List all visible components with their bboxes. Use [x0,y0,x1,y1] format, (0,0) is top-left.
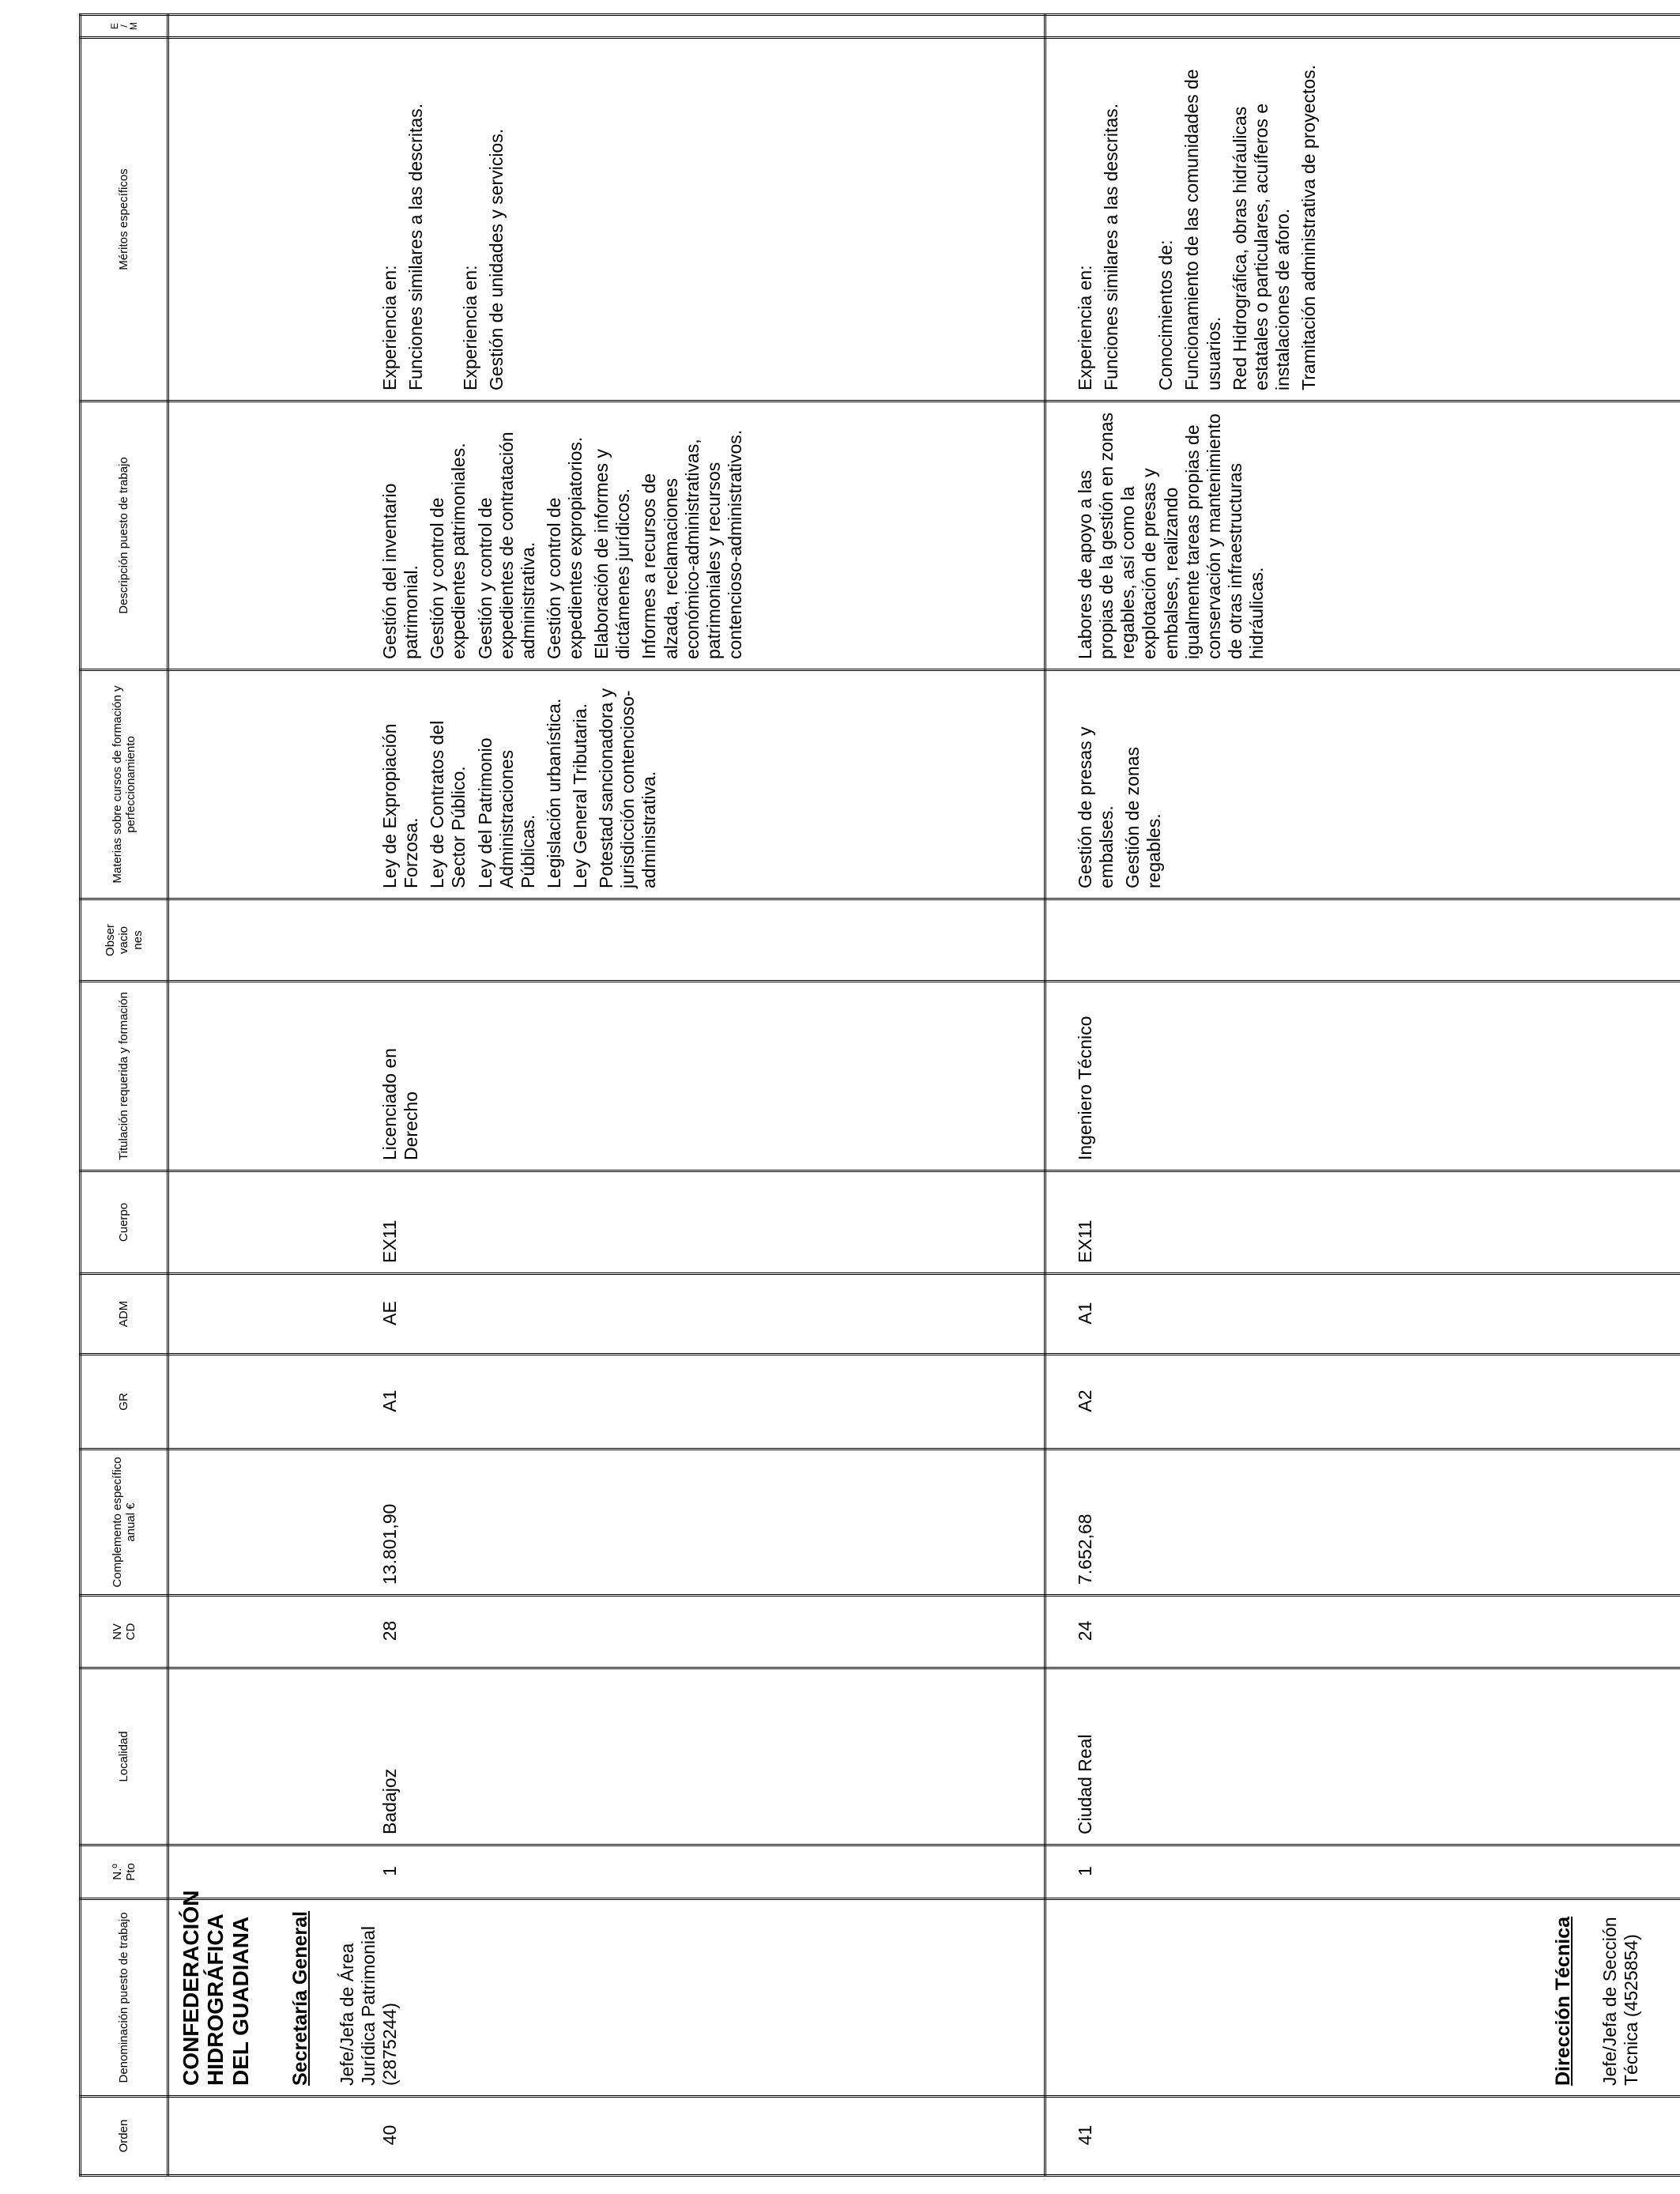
adm-cell-text: A1 [1075,1302,1095,1325]
gr-cell-text: A2 [1075,1389,1095,1412]
merito-heading: Experiencia en: [379,265,400,390]
materia-item: Potestad sancionadora y jurisdicción contencioso-administrativa. [596,688,660,888]
cuerpo-cell-text: EX11 [379,1220,400,1263]
descripcion-item: Gestión y control de expedientes patrimoniales. [427,443,469,659]
descripcion-item: Gestión y control de expedientes expropiatorios. [543,436,586,659]
materia-item: Ley General Tributaria. [570,703,590,888]
merito-heading: Conocimientos de: [1155,239,1177,390]
npto-cell-text: 1 [1075,1866,1095,1876]
descripcion-item: Elaboración de informes y dictámenes jurídicos. [591,449,634,659]
header-npto: N.º Pto [81,1845,168,1899]
adm-cell [168,1274,1045,1355]
materias-cell [1045,670,1680,899]
materia-item: Ley de Expropiación Forzosa. [379,723,422,888]
localidad-cell-text: Ciudad Real [1075,1734,1095,1834]
merito-item: Gestión de unidades y servicios. [486,128,507,390]
header-materias: Materias sobre cursos de formación y perfeccionamiento [81,670,168,899]
header-adm: ADM [81,1274,168,1355]
header-em: E / M [81,15,168,38]
titulacion-cell-text: Ingeniero Técnico [1075,1016,1095,1160]
header-complemento: Complemento específico anual € [81,1449,168,1596]
observaciones-cell [1045,899,1680,982]
position-name: Jefe/Jefa de Sección Técnica (4525854) [1599,1917,1641,2086]
complemento-cell-text: 13.801,90 [379,1503,400,1585]
localidad-cell [1045,1668,1680,1845]
descripcion-cell [168,401,1045,670]
header-cuerpo: Cuerpo [81,1171,168,1274]
header-descripcion: Descripción puesto de trabajo [81,401,168,670]
merito-heading: Experiencia en: [1075,265,1095,390]
descripcion-item: Informes a recursos de alzada, reclamaciones económico-administrativas, patrimoniales y recursos contencioso-administrativos. [638,429,745,659]
materia-item: Legislación urbanística. [543,698,564,888]
merito-item: Funciones similares a las descritas. [1101,103,1122,390]
orden-cell-text: 41 [1075,2124,1095,2146]
materia-item: Gestión de presas y embalses. [1075,726,1117,888]
materias-cell [168,670,1045,899]
header-meritos: Méritos específicos [81,38,168,401]
descripcion-item: Labores de apoyo a las propias de la gestión en zonas regables, así como la explotación de presas y embalses, realizando igualmente tareas propias de conservación y mantenimiento de otras infraestructuras hidráulicas. [1075,413,1267,659]
table-row [1045,15,1680,2176]
header-titulacion: Titulación requerida y formación [81,982,168,1171]
cuerpo-cell [1045,1171,1680,1274]
materia-item: Ley del Patrimonio Administraciones Públicas. [474,737,538,888]
em-cell [1045,15,1680,38]
position-name: Jefe/Jefa de Área Jurídica Patrimonial (2875244) [336,1926,400,2086]
meritos-cell [1045,38,1680,401]
meritos-cell [168,38,1045,401]
gr-cell [1045,1355,1680,1449]
orden-cell [168,2097,1045,2176]
orden-cell [1045,2097,1680,2176]
em-cell [168,15,1045,38]
denominacion-cell [168,1890,1045,2097]
observaciones-cell [168,899,1045,982]
header-localidad: Localidad [81,1668,168,1845]
gr-cell-text: A1 [379,1389,400,1412]
titulacion-cell-text: Licenciado en Derecho [379,1048,422,1160]
header-denominacion: Denominación puesto de trabajo [81,1899,168,2097]
adm-cell-text: AE [379,1301,400,1325]
complemento-cell-text: 7.652,68 [1075,1514,1095,1585]
merito-item: Red Hidrográfica, obras hidráulicas estatales o particulares, acuíferos e instalaciones de aforo. [1229,103,1293,390]
header-row [81,15,168,2176]
complemento-cell [168,1449,1045,1596]
table-row [168,15,1045,2176]
materia-item: Ley de Contratos del Sector Público. [427,720,469,888]
orden-cell-text: 40 [379,2124,400,2146]
observaciones-cell-text [1046,900,1075,980]
localidad-cell [168,1668,1045,1845]
npto-cell-text: 1 [379,1866,400,1876]
merito-item: Tramitación administrativa de proyectos. [1298,64,1319,390]
header-gr: GR [81,1355,168,1449]
nvcd-cell-text: 24 [1075,1620,1095,1642]
nvcd-cell [168,1596,1045,1668]
descripcion-cell [1045,401,1680,670]
observaciones-cell-text [169,900,379,980]
organization-title: CONFEDERACIÓN HIDROGRÁFICA DEL GUADIANA [179,1890,253,2086]
header-orden: Orden [81,2097,168,2176]
merito-item: Funcionamiento de las comunidades de usuarios. [1181,69,1224,390]
titulacion-cell [1045,982,1680,1171]
adm-cell [1045,1274,1680,1355]
titulacion-cell [168,982,1045,1171]
materia-item: Gestión de zonas regables. [1122,746,1165,888]
cuerpo-cell [168,1171,1045,1274]
merito-heading: Experiencia en: [460,265,481,390]
gr-cell [168,1355,1045,1449]
npto-cell [168,1845,1045,1899]
section-title: Secretaría General [289,1911,312,2086]
denominacion-cell [1045,1899,1680,2097]
header-observaciones: Obser vacio nes [81,899,168,982]
header-nvcd: NV CD [81,1596,168,1668]
descripcion-item: Gestión del inventario patrimonial. [379,483,422,659]
nvcd-cell [1045,1596,1680,1668]
localidad-cell-text: Badajoz [379,1768,400,1834]
cuerpo-cell-text: EX11 [1075,1220,1095,1263]
nvcd-cell-text: 28 [379,1620,400,1642]
complemento-cell [1045,1449,1680,1596]
section-title: Dirección Técnica [1552,1917,1574,2086]
descripcion-item: Gestión y control de expedientes de contratación administrativa. [474,432,538,659]
merito-item: Funciones similares a las descritas. [405,103,427,390]
job-positions-table [79,13,1680,2177]
npto-cell [1045,1845,1680,1899]
